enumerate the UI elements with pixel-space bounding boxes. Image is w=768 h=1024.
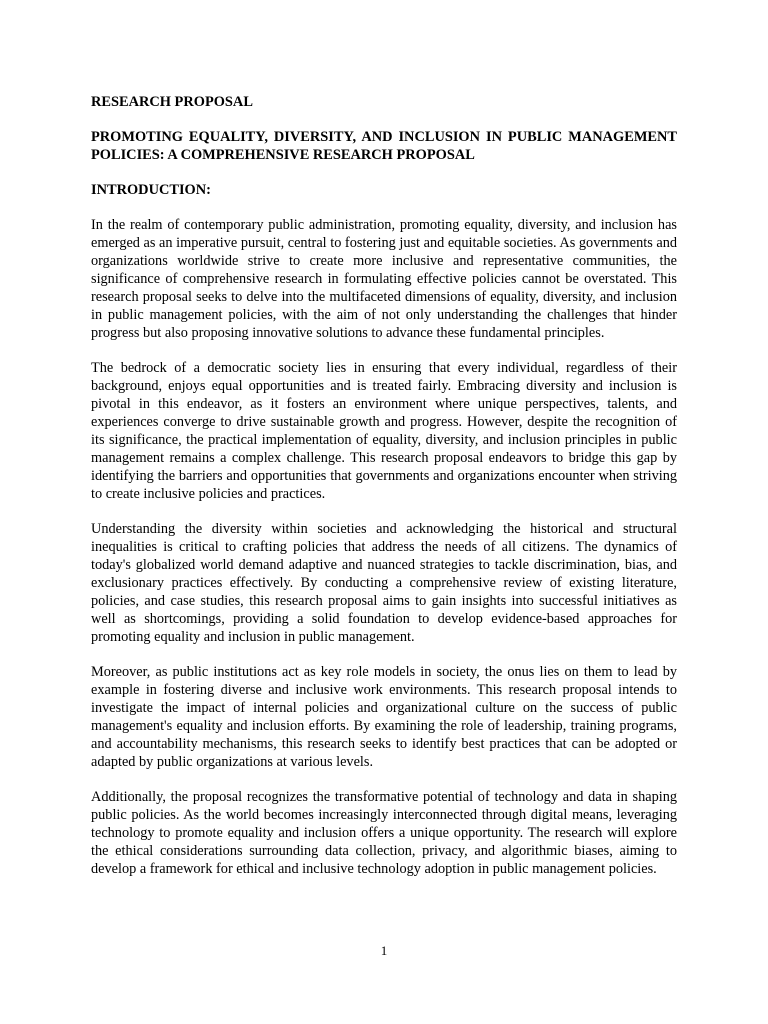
paragraph: The bedrock of a democratic society lies in ensuring that every individual, regardless of their background, enjoys equal opportunities and is treated fairly. Embracing diversity and inclusion is pivotal in this endeavor, as it fosters an environment where unique perspectives, talents, and experiences converge to drive sustainable growth and progress. However, despite the recognition of its significance, the practical implementation of equality, diversity, and inclusion principles in public management remains a complex challenge. This research proposal endeavors to bridge this gap by identifying the barriers and opportunities that governments and organizations encounter when striving to create inclusive policies and practices. [91, 360, 677, 502]
paragraph: Understanding the diversity within societies and acknowledging the historical and structural inequalities is critical to crafting policies that address the needs of all citizens. The dynamics of today's globalized world demand adaptive and nuanced strategies to tackle discrimination, bias, and exclusionary practices effectively. By conducting a comprehensive review of existing literature, policies, and case studies, this research proposal aims to gain insights into successful initiatives as well as shortcomings, providing a solid foundation to develop evidence-based approaches for promoting equality and inclusion in public management. [91, 521, 677, 645]
paragraph: In the realm of contemporary public administration, promoting equality, diversity, and inclusion has emerged as an imperative pursuit, central to fostering just and equitable societies. As governments and organizations worldwide strive to create more inclusive and representative communities, the significance of comprehensive research in formulating effective policies cannot be overstated. This research proposal seeks to delve into the multifaceted dimensions of equality, diversity, and inclusion in public management policies, with the aim of not only understanding the challenges that hinder progress but also proposing innovative solutions to advance these fundamental principles. [91, 217, 677, 341]
document-subtitle: PROMOTING EQUALITY, DIVERSITY, AND INCLUSION IN PUBLIC MANAGEMENT POLICIES: A COMPREHENSIVE RESEARCH PROPOSAL [91, 129, 677, 163]
section-heading-introduction: INTRODUCTION: [91, 182, 211, 198]
document-title: RESEARCH PROPOSAL [91, 94, 253, 110]
paragraph: Moreover, as public institutions act as key role models in society, the onus lies on them to lead by example in fostering diverse and inclusive work environments. This research proposal intends to investigate the impact of internal policies and organizational culture on the success of public management's equality and inclusion efforts. By examining the role of leadership, training programs, and accountability mechanisms, this research seeks to identify best practices that can be adopted or adapted by public organizations at various levels. [91, 664, 677, 770]
page-number: 1 [380, 943, 388, 958]
document-page [91, 93, 677, 895]
paragraph: Additionally, the proposal recognizes the transformative potential of technology and data in shaping public policies. As the world becomes increasingly interconnected through digital means, leveraging technology to promote equality and inclusion offers a unique opportunity. The research will explore the ethical considerations surrounding data collection, privacy, and algorithmic biases, aiming to develop a framework for ethical and inclusive technology adoption in public management policies. [91, 789, 677, 877]
